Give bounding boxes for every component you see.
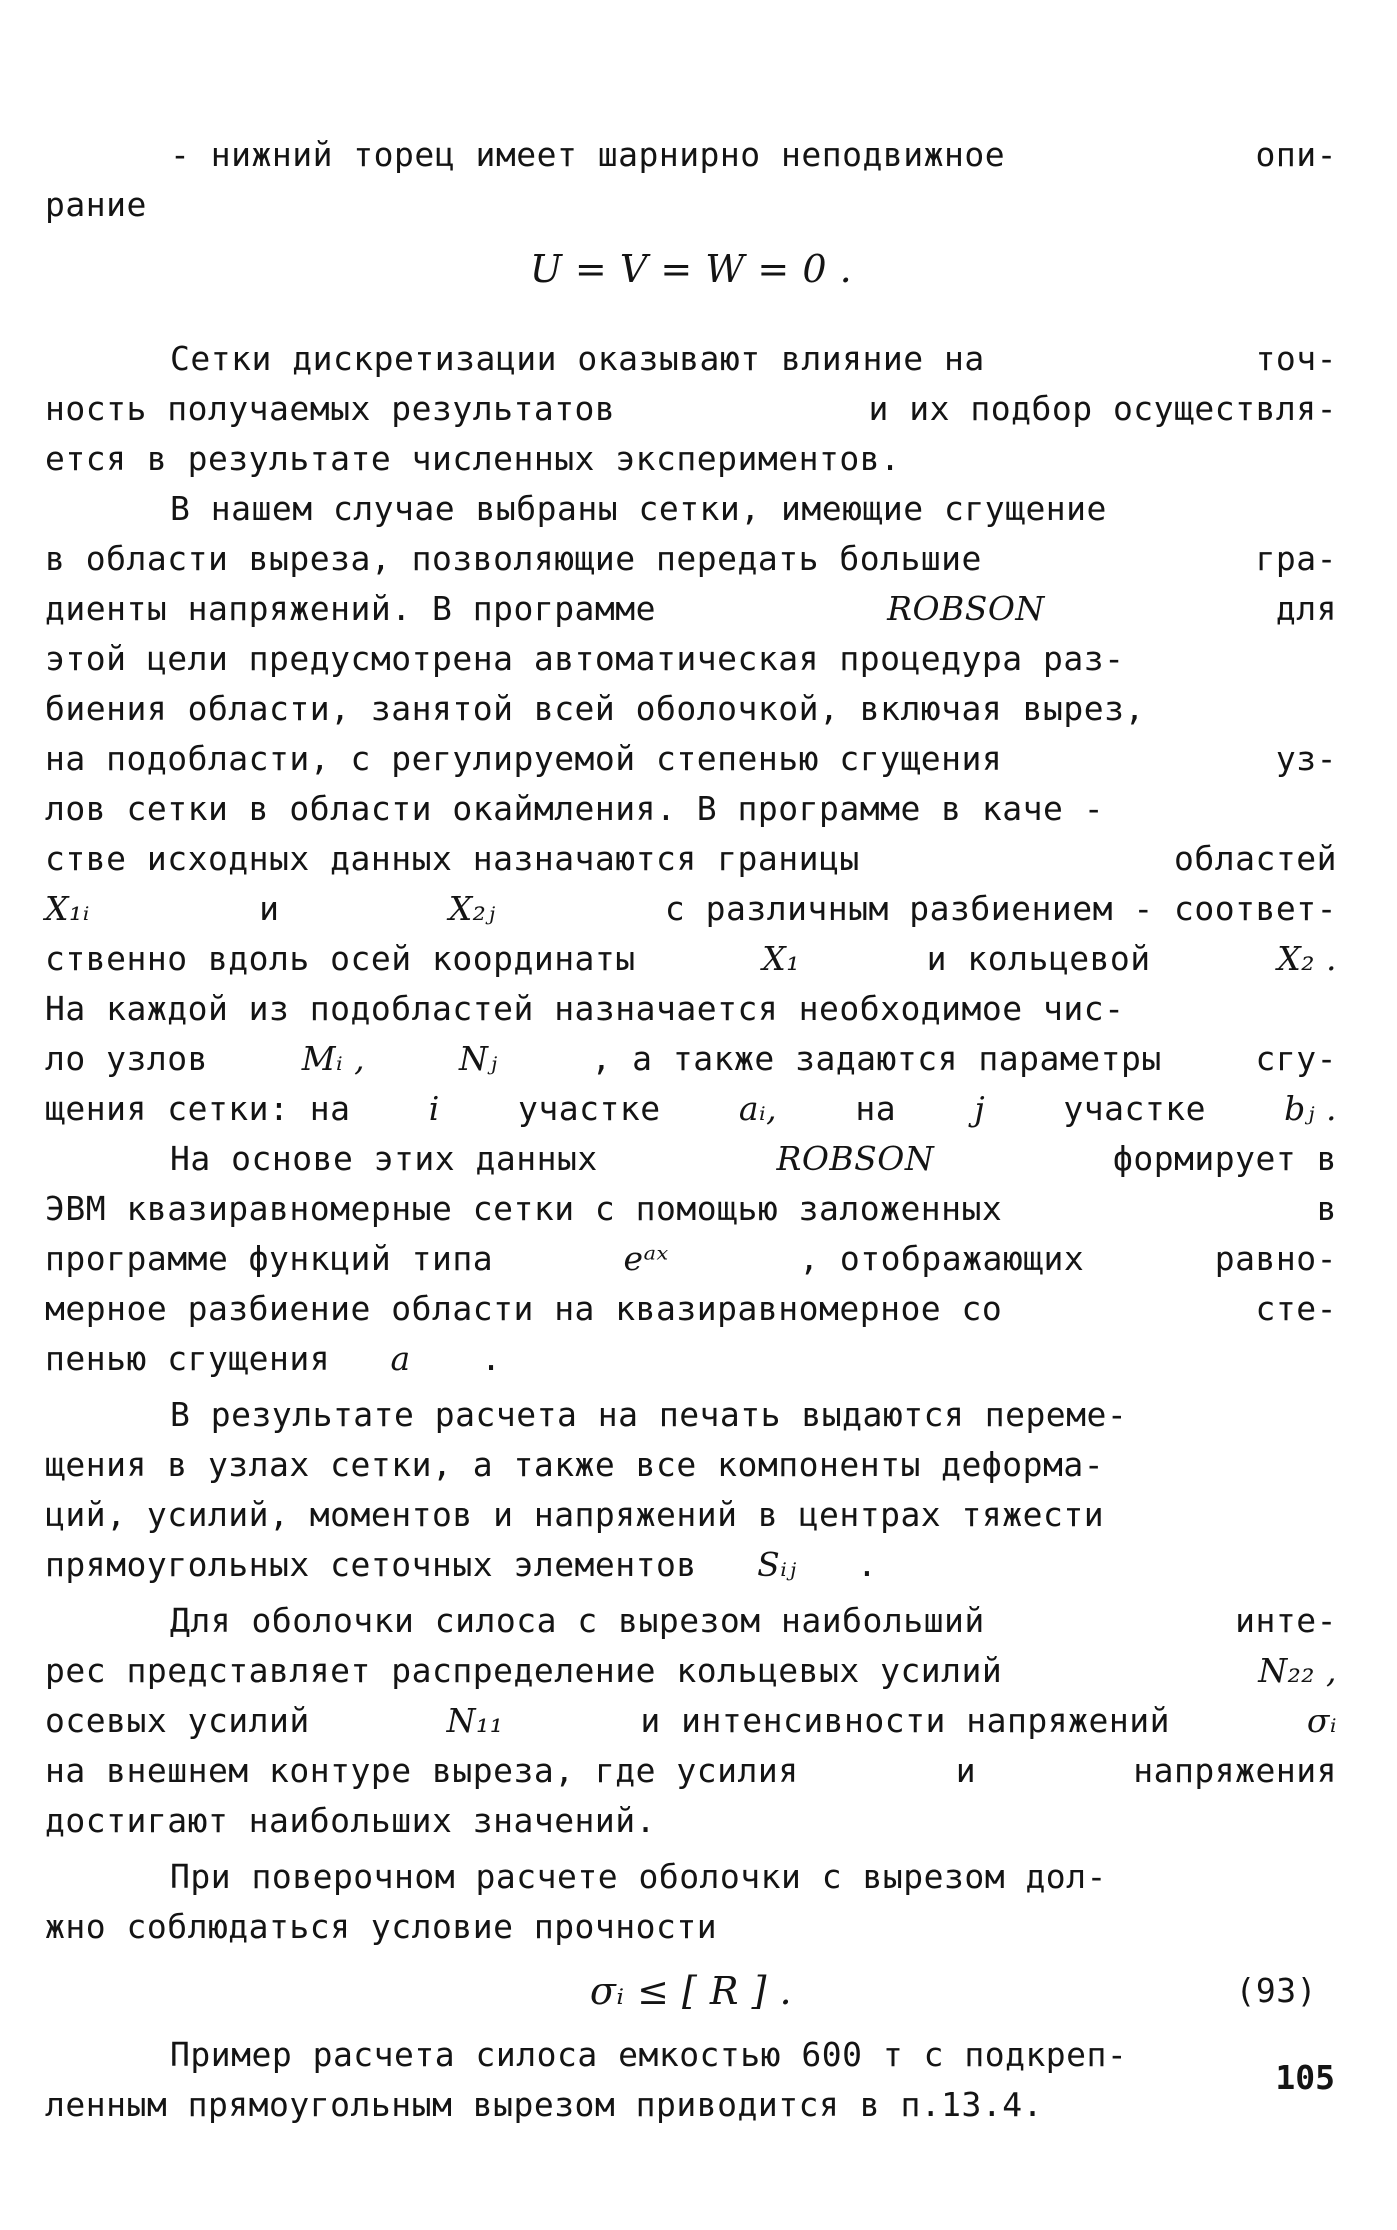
text-segment: - нижний торец имеет шарнирно неподвижное: [170, 135, 1006, 174]
text-line-12: [45, 784, 1337, 834]
text-segment: ется в результате численных экспериментов.: [45, 439, 901, 478]
text-line-9: [45, 634, 1337, 684]
text-line-36: [45, 2080, 1337, 2130]
math-symbol: X₁: [762, 939, 801, 978]
text-segment: и: [259, 889, 280, 928]
program-name: ROBSON: [887, 589, 1045, 628]
text-segment: опи-: [1255, 135, 1337, 174]
text-line-7: [45, 534, 1337, 584]
text-segment: биения области, занятой всей оболочкой, включая вырез,: [45, 689, 1145, 728]
math-symbol: X₁ᵢ: [45, 889, 90, 928]
text-segment: диенты напряжений. В программе: [45, 589, 657, 628]
text-segment: ций, усилий, моментов и напряжений в центрах тяжести: [45, 1495, 1105, 1534]
text-segment: инте-: [1235, 1601, 1337, 1640]
text-line-22: [45, 1284, 1337, 1334]
text-line-16: [45, 984, 1337, 1034]
text-line-8: [45, 584, 1337, 634]
text-segment: лов сетки в области окаймления. В программе в каче -: [45, 789, 1105, 828]
text-line-5: [45, 434, 1337, 484]
text-segment: и их подбор осуществля-: [868, 389, 1337, 428]
text-segment: щения сетки: на: [45, 1089, 351, 1128]
math-symbol: σᵢ: [1306, 1701, 1337, 1740]
text-line-34: [45, 1902, 1337, 1952]
strength-condition-formula: [45, 1952, 1337, 2030]
text-segment: ность получаемых результатов: [45, 389, 616, 428]
math-symbol: eᵃˣ: [623, 1239, 669, 1278]
text-line-28: [45, 1596, 1337, 1646]
program-name: ROBSON: [776, 1139, 935, 1178]
math-symbol: N₁₁: [446, 1701, 504, 1740]
text-segment: ленным прямоугольным вырезом приводится в п.13.4.: [45, 2085, 1044, 2124]
text-line-27: [45, 1540, 1337, 1590]
text-line-23: [45, 1334, 1337, 1384]
text-line-24: [45, 1390, 1337, 1440]
math-symbol: N₂₂ ,: [1258, 1651, 1337, 1690]
text-line-29: [45, 1646, 1337, 1696]
text-segment: На основе этих данных: [170, 1139, 598, 1178]
text-segment: и кольцевой: [926, 939, 1151, 978]
text-line-35: [45, 2030, 1337, 2080]
text-line-30: [45, 1696, 1337, 1746]
text-segment: гра-: [1255, 539, 1337, 578]
text-segment: этой цели предусмотрена автоматическая процедура раз-: [45, 639, 1125, 678]
text-segment: В нашем случае выбраны сетки, имеющие сгущение: [170, 489, 1107, 528]
text-segment: достигают наибольших значений.: [45, 1801, 657, 1840]
text-segment: на подобласти, с регулируемой степенью сгущения: [45, 739, 1003, 778]
text-segment: щения в узлах сетки, а также все компоненты деформа-: [45, 1445, 1105, 1484]
text-segment: , отображающих: [799, 1239, 1085, 1278]
text-line-32: [45, 1796, 1337, 1846]
text-line-26: [45, 1490, 1337, 1540]
text-line-31: [45, 1746, 1337, 1796]
text-line-6: [45, 484, 1337, 534]
text-segment: на внешнем контуре выреза, где усилия: [45, 1751, 799, 1790]
equation-number: (93): [1235, 1971, 1317, 2010]
formula-text: U = V = W = 0 .: [529, 247, 853, 291]
text-segment: мерное разбиение области на квазиравномерное со: [45, 1289, 1003, 1328]
text-segment: В результате расчета на печать выдаются переме-: [170, 1395, 1128, 1434]
text-line-15: [45, 934, 1337, 984]
math-symbol: Mᵢ ,: [301, 1039, 366, 1078]
text-segment: уз-: [1275, 739, 1337, 778]
boundary-condition-formula: [45, 230, 1337, 308]
text-segment: Пример расчета силоса емкостью 600 т с подкреп-: [170, 2035, 1128, 2074]
text-segment: жно соблюдаться условие прочности: [45, 1907, 718, 1946]
text-segment: формирует в: [1112, 1139, 1337, 1178]
text-segment: с различным разбиением - соответ-: [664, 889, 1337, 928]
text-segment: .: [481, 1339, 502, 1378]
page-number: 105: [1275, 2058, 1335, 2097]
text-segment: точ-: [1255, 339, 1337, 378]
text-line-33: [45, 1852, 1337, 1902]
text-segment: равно-: [1214, 1239, 1337, 1278]
text-line-3: [45, 334, 1337, 384]
text-segment: Для оболочки силоса с вырезом наибольший: [170, 1601, 985, 1640]
text-line-4: [45, 384, 1337, 434]
text-segment: стве исходных данных назначаются границы: [45, 839, 860, 878]
text-segment: напряжения: [1133, 1751, 1337, 1790]
text-line-1: [45, 130, 1337, 180]
math-symbol: Nⱼ: [459, 1039, 498, 1078]
text-segment: на: [855, 1089, 897, 1128]
text-segment: ственно вдоль осей координаты: [45, 939, 636, 978]
text-line-11: [45, 734, 1337, 784]
text-line-14: [45, 884, 1337, 934]
text-segment: На каждой из подобластей назначается необходимое чис-: [45, 989, 1125, 1028]
text-segment: участке: [518, 1089, 661, 1128]
text-line-18: [45, 1084, 1337, 1134]
text-segment: осевых усилий: [45, 1701, 310, 1740]
text-segment: ло узлов: [45, 1039, 208, 1078]
math-symbol: X₂ⱼ: [448, 889, 496, 928]
text-segment: областей: [1174, 839, 1337, 878]
math-symbol: aᵢ,: [738, 1089, 778, 1128]
text-line-19: [45, 1134, 1337, 1184]
text-segment: участке: [1063, 1089, 1206, 1128]
text-segment: для: [1275, 589, 1337, 628]
text-segment: в области выреза, позволяющие передать большие: [45, 539, 982, 578]
text-segment: рес представляет распределение кольцевых усилий: [45, 1651, 1003, 1690]
text-segment: и: [955, 1751, 977, 1790]
text-segment: ЭВМ квазиравномерные сетки с помощью заложенных: [45, 1189, 1003, 1228]
text-segment: Сетки дискретизации оказывают влияние на: [170, 339, 985, 378]
text-segment: При поверочном расчете оболочки с вырезом дол-: [170, 1857, 1107, 1896]
text-segment: сгу-: [1255, 1039, 1337, 1078]
text-segment: прямоугольных сеточных элементов: [45, 1545, 697, 1584]
text-segment: , а также задаются параметры: [591, 1039, 1162, 1078]
text-line-13: [45, 834, 1337, 884]
text-line-2: [45, 180, 1337, 230]
text-segment: пенью сгущения: [45, 1339, 331, 1378]
math-symbol: X₂ .: [1277, 939, 1337, 978]
text-segment: .: [856, 1545, 878, 1584]
math-symbol: a: [390, 1339, 411, 1378]
text-line-17: [45, 1034, 1337, 1084]
math-symbol: i: [428, 1089, 440, 1128]
text-segment: программе функций типа: [45, 1239, 494, 1278]
math-symbol: Sᵢⱼ: [757, 1545, 797, 1584]
text-line-10: [45, 684, 1337, 734]
text-segment: сте-: [1255, 1289, 1337, 1328]
text-line-20: [45, 1184, 1337, 1234]
text-segment: рание: [45, 185, 147, 224]
text-line-21: [45, 1234, 1337, 1284]
text-segment: и интенсивности напряжений: [640, 1701, 1170, 1740]
math-symbol: j: [974, 1089, 986, 1128]
formula-text: σᵢ ≤ [ R ] .: [589, 1969, 793, 2013]
text-segment: в: [1316, 1189, 1337, 1228]
text-line-25: [45, 1440, 1337, 1490]
math-symbol: bⱼ .: [1284, 1089, 1337, 1128]
